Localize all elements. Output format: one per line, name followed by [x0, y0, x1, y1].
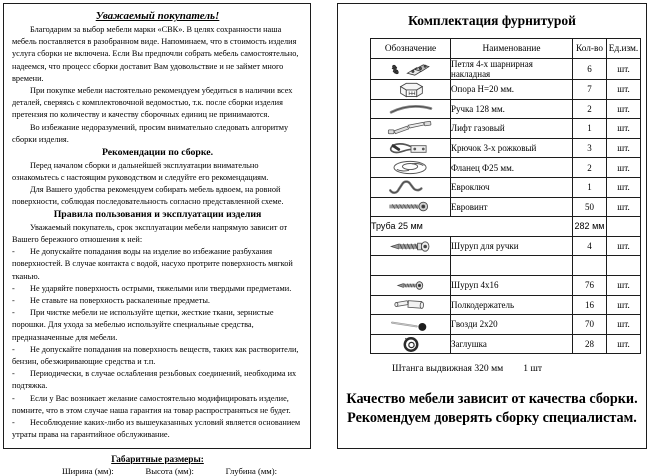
- rule-bullet: -: [12, 344, 15, 354]
- quality-footer: [344, 390, 640, 428]
- rule-bullet: -: [12, 247, 15, 257]
- name-cell: Евроключ: [451, 177, 573, 197]
- flange-icon: [384, 162, 438, 172]
- hardware-title: Комплектация фурнитурой: [408, 13, 576, 28]
- nail-icon: [384, 318, 438, 328]
- qty-cell: 76: [573, 275, 607, 295]
- name-cell: [451, 256, 573, 276]
- table-row: [371, 99, 641, 119]
- name-cell: Петля 4-х шарнирная накладная: [451, 59, 573, 80]
- handle-screw-icon: [384, 240, 438, 250]
- assembly-heading: Рекомендации по сборке.: [101, 147, 214, 159]
- rule-item: [12, 417, 303, 441]
- icon-cell: [371, 138, 451, 158]
- table-row: [371, 59, 641, 80]
- qty-cell: 70: [573, 315, 607, 335]
- rule-item: [12, 393, 303, 417]
- extra-line-text: Штанга выдвижная 320 мм: [392, 363, 504, 375]
- rule-text: Не ставьте на поверхность раскаленные предметы.: [30, 296, 211, 306]
- rule-bullet: -: [12, 283, 15, 293]
- name-cell: Шуруп 4x16: [451, 275, 573, 295]
- assembly-paragraphs: [12, 160, 303, 209]
- qty-cell: 2: [573, 99, 607, 119]
- intro-paragraph: Благодарим за выбор мебели марки «СВК». В целях сохранности наша мебель поставляется в разобранном виде. Напоминаем, что в стоимость изделия услуга сборки не включена. Если Вы предпочли собрать мебель самостоятельно, надеемся, что процесс сборки доставит Вам удовольствие и не займет много времени.: [12, 25, 299, 83]
- icon-cell: [371, 295, 451, 315]
- handle-icon: [384, 103, 438, 113]
- rule-text: Периодически, в случае ослабления резьбовых соединений, необходима их подтяжка.: [12, 369, 297, 391]
- name-cell: Фланец Ф25 мм.: [451, 158, 573, 178]
- rule-text: Несоблюдение каких-либо из вышеуказанных условий является основанием утраты права на гарантийное обслуживание.: [12, 418, 301, 440]
- rule-bullet: -: [12, 393, 15, 403]
- unit-cell: [607, 217, 641, 237]
- support-icon: [384, 83, 438, 93]
- unit-cell: шт.: [607, 334, 641, 354]
- rules-list: [12, 246, 303, 441]
- rule-text: При чистке мебели не используйте щетки, жесткие ткани, зернистые порошки. Для ухода за мебелью используйте специальные средства, предназначенные для мебели.: [12, 308, 274, 342]
- rule-item: [12, 295, 303, 307]
- unit-cell: шт.: [607, 236, 641, 256]
- icon-cell: [371, 158, 451, 178]
- unit-cell: шт.: [607, 59, 641, 80]
- icon-cell: [371, 59, 451, 80]
- icon-cell: [371, 80, 451, 100]
- name-cell: Заглушка: [451, 334, 573, 354]
- table-row: [371, 315, 641, 335]
- unit-cell: шт.: [607, 197, 641, 217]
- table-row: [371, 275, 641, 295]
- icon-cell: [371, 197, 451, 217]
- quality-footer-line: Качество мебели зависит от качества сборки.: [346, 391, 638, 408]
- rule-text: Не ударяйте поверхность острыми, тяжелыми или твердыми предметами.: [30, 283, 292, 293]
- table-row: [371, 295, 641, 315]
- qty-cell: 7: [573, 80, 607, 100]
- unit-cell: шт.: [607, 295, 641, 315]
- icon-cell: [371, 119, 451, 139]
- qty-cell: 1: [573, 177, 607, 197]
- unit-cell: [607, 256, 641, 276]
- icon-cell: [371, 236, 451, 256]
- table-row: [371, 119, 641, 139]
- unit-cell: шт.: [607, 158, 641, 178]
- qty-cell: 28: [573, 334, 607, 354]
- unit-cell: шт.: [607, 99, 641, 119]
- qty-cell: 2: [573, 158, 607, 178]
- table-row: [371, 138, 641, 158]
- unit-cell: шт.: [607, 119, 641, 139]
- name-cell: Опора Н=20 мм.: [451, 80, 573, 100]
- left-page-title: Уважаемый покупатель!: [95, 10, 220, 22]
- table-row: [371, 158, 641, 178]
- qty-cell: 1: [573, 119, 607, 139]
- name-cell: Шуруп для ручки: [451, 236, 573, 256]
- hardware-table: [370, 38, 641, 354]
- dimension-label: Глубина (мм):: [225, 465, 277, 476]
- unit-cell: шт.: [607, 315, 641, 335]
- rule-item: [12, 283, 303, 295]
- screw-icon: [384, 279, 438, 289]
- left-page: [3, 3, 311, 476]
- name-cell: Крючок 3-х рожковый: [451, 138, 573, 158]
- rule-item: [12, 246, 303, 283]
- assembly-paragraph: Для Вашего удобства рекомендуем собирать мебель вдвоем, на ровной поверхности, соблюдая последовательность согласно представленной схеме.: [12, 184, 284, 207]
- qty-cell: [573, 256, 607, 276]
- name-cell: Гвозди 2x20: [451, 315, 573, 335]
- rule-item: [12, 344, 303, 368]
- shelf-holder-icon: [384, 299, 438, 309]
- rule-bullet: -: [12, 418, 15, 428]
- intro-paragraph: При покупке мебели настоятельно рекомендуем убедиться в наличии всех деталей, сверяясь с комплектовочной ведомостью, т.к. после сборки изделия претензия по количеству и качеству сборочных единиц не принимаются.: [12, 86, 293, 120]
- rule-bullet: -: [12, 369, 15, 379]
- table-row: [371, 197, 641, 217]
- qty-cell: 50: [573, 197, 607, 217]
- name-cell: Полкодержатель: [451, 295, 573, 315]
- icon-cell: [371, 315, 451, 335]
- unit-cell: шт.: [607, 80, 641, 100]
- column-header: Ед.изм.: [607, 39, 641, 59]
- rules-heading: Правила пользования и эксплуатации изделия: [53, 209, 262, 221]
- qty-cell: 16: [573, 295, 607, 315]
- qty-cell: 282 мм: [573, 217, 607, 237]
- rule-item: [12, 307, 303, 344]
- dimension-label: Высота (мм):: [145, 465, 194, 476]
- plug-icon: [384, 338, 438, 348]
- right-page: [337, 3, 647, 449]
- assembly-paragraph: Перед началом сборки и дальнейшей эксплуатации внимательно ознакомьтесь с настоящим руководством и следуйте его рекомендациям.: [12, 160, 269, 182]
- icon-cell: [371, 177, 451, 197]
- icon-cell: [371, 275, 451, 295]
- euroscrew-icon: [384, 201, 438, 211]
- rule-bullet: -: [12, 308, 15, 318]
- hinge-icon: [384, 63, 438, 73]
- table-row: [371, 236, 641, 256]
- dimensions-heading: Габаритные размеры:: [111, 454, 204, 465]
- rule-text: Если у Вас возникает желание самостоятельно модифицировать изделие, помните, что в этом случае наша гарантия на товар распространяться не будет.: [12, 393, 291, 415]
- table-row: [371, 256, 641, 276]
- name-cell: Лифт газовый: [451, 119, 573, 139]
- unit-cell: шт.: [607, 138, 641, 158]
- table-row: [371, 80, 641, 100]
- quality-footer-line: Рекомендуем доверять сборку специалистам.: [347, 410, 637, 427]
- intro-paragraphs: [12, 24, 303, 146]
- table-header-row: [371, 39, 641, 59]
- rule-text: Не допускайте попадания воды на изделие во избежание разбухания поверхностей. В случае контакта с водой, насухо протрите поверхность мягкой тканью.: [12, 247, 293, 281]
- extra-line-qty: 1 шт: [523, 363, 543, 375]
- qty-cell: 6: [573, 59, 607, 80]
- name-cell: Евровинт: [451, 197, 573, 217]
- column-header: Кол-во: [573, 39, 607, 59]
- name-cell: Труба 25 мм: [371, 217, 573, 237]
- name-cell: Ручка 128 мм.: [451, 99, 573, 119]
- extra-line: [392, 363, 640, 374]
- qty-cell: 4: [573, 236, 607, 256]
- table-row: [371, 177, 641, 197]
- gas-lift-icon: [384, 123, 438, 133]
- rule-text: Не допускайте попадания на поверхность веществ, таких как растворители, бензин, обезжиривающие средства и т.п.: [12, 344, 299, 367]
- table-row: [371, 334, 641, 354]
- rule-item: [12, 368, 303, 392]
- qty-cell: 3: [573, 138, 607, 158]
- unit-cell: шт.: [607, 275, 641, 295]
- rule-bullet: -: [12, 296, 15, 306]
- intro-paragraph: Во избежание недоразумений, просим внимательно следовать алгоритму сборки изделия.: [12, 122, 289, 144]
- table-row: [371, 217, 641, 237]
- unit-cell: шт.: [607, 177, 641, 197]
- icon-cell: [371, 99, 451, 119]
- column-header: Обозначение: [371, 39, 451, 59]
- eurokey-icon: [384, 181, 438, 191]
- icon-cell: [371, 256, 451, 276]
- column-header: Наименование: [451, 39, 573, 59]
- hook-icon: [384, 142, 438, 152]
- dimension-label: Ширина (мм):: [62, 465, 114, 476]
- icon-cell: [371, 334, 451, 354]
- dimensions-labels: [12, 466, 303, 476]
- rules-intro: Уважаемый покупатель, срок эксплуатации мебели напрямую зависит от Вашего бережного отношения к ней:: [12, 222, 288, 245]
